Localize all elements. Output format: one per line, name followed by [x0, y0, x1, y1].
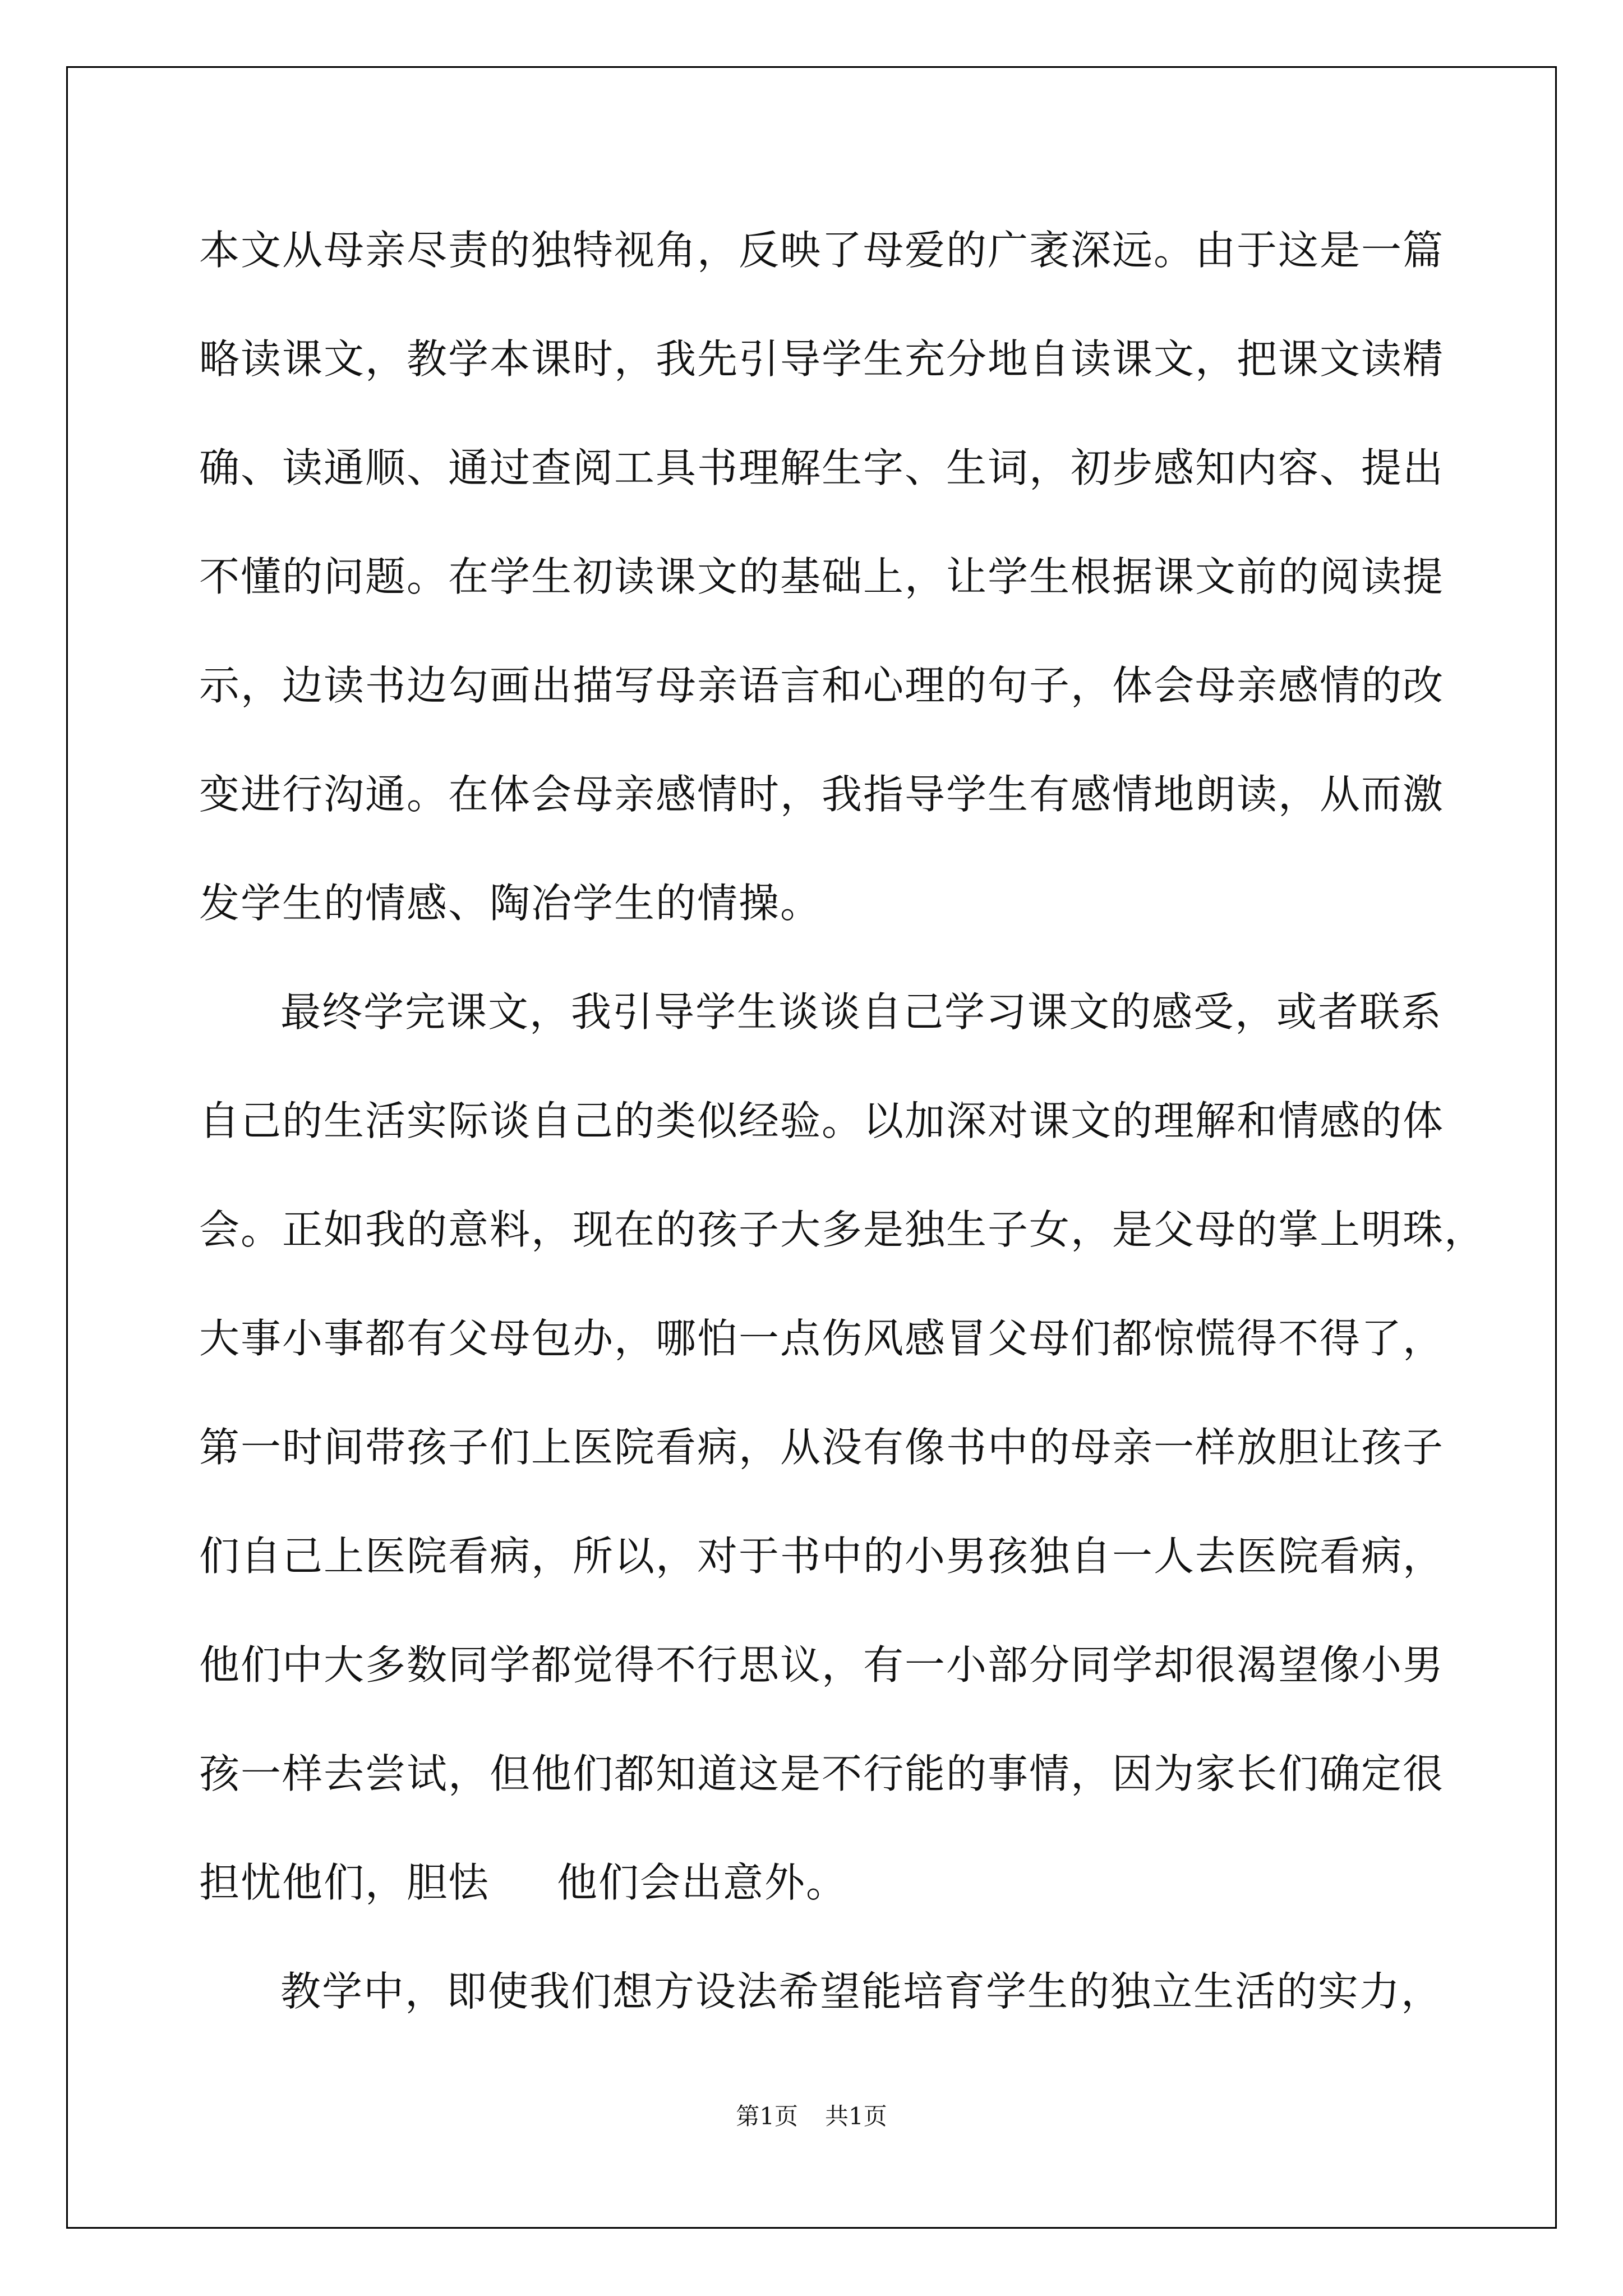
paragraph-1-line-4: 不懂的问题。在学生初读课文的基础上，让学生根据课文前的阅读提: [199, 553, 1445, 600]
paragraph-2-line-4: 大事小事都有父母包办，哪怕一点伤风感冒父母们都惊慌得不得了，: [199, 1315, 1445, 1362]
paragraph-1-line-5: 示，边读书边勾画出描写母亲语言和心理的句子，体会母亲感情的改: [199, 662, 1445, 709]
paragraph-2-line-1: 最终学完课文，我引导学生谈谈自己学习课文的感受，或者联系: [280, 988, 1443, 1036]
paragraph-2-line-6: 们自己上医院看病，所以，对于书中的小男孩独自一人去医院看病，: [199, 1533, 1445, 1580]
paragraph-2-line-7: 他们中大多数同学都觉得不行思议，有一小部分同学却很渴望像小男: [199, 1641, 1445, 1688]
paragraph-2-line-9: [199, 1856, 847, 1910]
paragraph-1-line-6: 变进行沟通。在体会母亲感情时，我指导学生有感情地朗读，从而激: [199, 771, 1445, 818]
paragraph-2-line-8: 孩一样去尝试，但他们都知道这是不行能的事情，因为家长们确定很: [199, 1750, 1445, 1797]
paragraph-1-line-1: 本文从母亲尽责的独特视角，反映了母爱的广袤深远。由于这是一篇: [199, 227, 1445, 274]
page-number: 第1页: [736, 2102, 798, 2130]
page-footer: [0, 2098, 1623, 2132]
paragraph-1-line-3: 确、读通顺、通过查阅工具书理解生字、生词，初步感知内容、提出: [199, 444, 1445, 491]
paragraph-1-line-7: 发学生的情感、陶冶学生的情操。: [199, 880, 822, 927]
page-total: 共1页: [825, 2102, 887, 2130]
paragraph-2-line-3: 会。正如我的意料，现在的孩子大多是独生子女，是父母的掌上明珠，: [199, 1206, 1486, 1253]
line-segment-2: 他们会出意外。: [557, 1859, 848, 1906]
paragraph-3-line-1: 教学中，即使我们想方设法希望能培育学生的独立生活的实力，: [280, 1968, 1443, 2015]
paragraph-2-line-5: 第一时间带孩子们上医院看病，从没有像书中的母亲一样放胆让孩子: [199, 1424, 1445, 1471]
paragraph-1-line-2: 略读课文，教学本课时，我先引导学生充分地自读课文，把课文读精: [199, 335, 1445, 383]
line-segment-1: 担忧他们，胆怯: [199, 1859, 490, 1906]
paragraph-2-line-2: 自己的生活实际谈自己的类似经验。以加深对课文的理解和情感的体: [199, 1097, 1445, 1144]
